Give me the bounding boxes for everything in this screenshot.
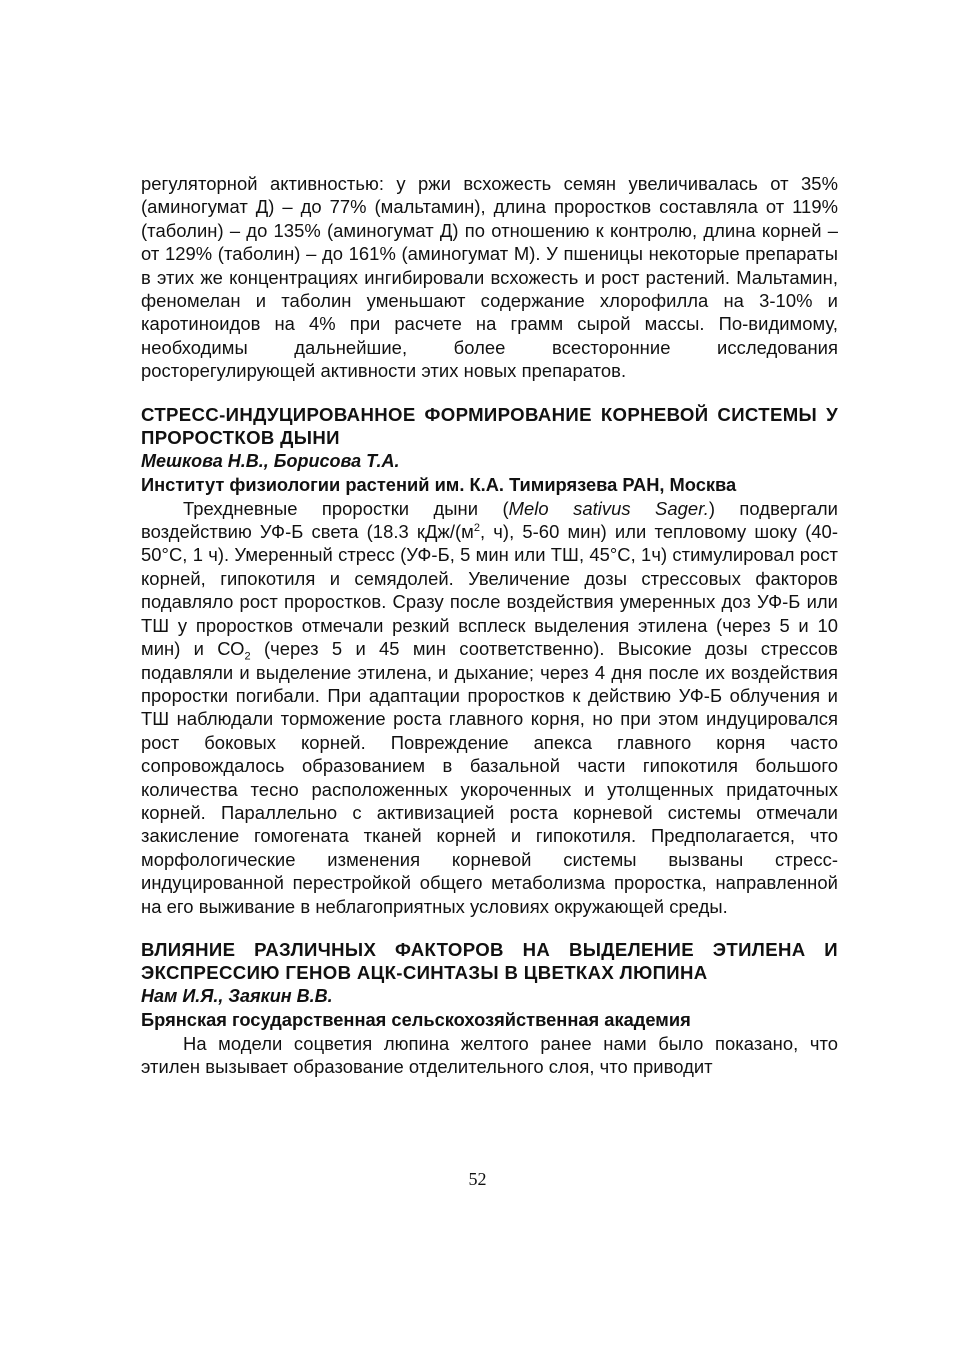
- article-1: [141, 403, 838, 918]
- article-1-body-part3: , ч), 5-60 мин) или тепловому шоку (40-50°С, 1 ч). Умеренный стресс (УФ-Б, 5 мин или ТШ, 45°С, 1ч) стимулировал рост корней, гипокотиля и семядолей. Увеличение дозы стрессовых факторов подавляло рост проростков. Сразу после воздействия умеренных доз УФ-Б или ТШ у проростков отмечали резкий всплеск выделения этилена (через 5 и 10 мин) и СО: [141, 521, 839, 660]
- article-1-affiliation: Институт физиологии растений им. К.А. Тимирязева РАН, Москва: [141, 474, 737, 496]
- article-2-authors: Нам И.Я., Заякин В.В.: [141, 985, 333, 1006]
- intro-paragraph: регуляторной активностью: у ржи всхожесть семян увеличивалась от 35% (аминогумат Д) – до 77% (мальтамин), длина проростков составляла от 119% (таболин) – до 135% (аминогумат Д) по отношению к контролю, длина корней – от 129% (таболин) – до 161% (аминогумат М). У пшеницы некоторые препараты в этих же концентрациях ингибировали всхожесть и рост растений. Мальтамин, феномелан и таболин уменьшают содержание хлорофилла на 3-10% и каротиноидов на 4% при расчете на грамм сырой массы. По-видимому, необходимы дальнейшие, более всесторонние исследования росторегулирующей активности этих новых препаратов.: [141, 173, 838, 382]
- page-number: 52: [468, 1169, 487, 1189]
- article-1-title: СТРЕСС-ИНДУЦИРОВАННОЕ ФОРМИРОВАНИЕ КОРНЕВОЙ СИСТЕМЫ У ПРОРОСТКОВ ДЫНИ: [141, 403, 838, 449]
- subscript-2: 2: [244, 650, 251, 663]
- superscript-2: 2: [473, 521, 481, 534]
- article-1-body-part1: Трехдневные проростки дыни (: [183, 497, 509, 519]
- article-2-title: ВЛИЯНИЕ РАЗЛИЧНЫХ ФАКТОРОВ НА ВЫДЕЛЕНИЕ ЭТИЛЕНА И ЭКСПРЕССИЮ ГЕНОВ АЦК-СИНТАЗЫ В ЦВЕТКАХ ЛЮПИНА: [141, 938, 838, 984]
- article-2-body: На модели соцветия люпина желтого ранее нами было показано, что этилен вызывает образование отделительного слоя, что приводит: [141, 1032, 838, 1078]
- species-name: Melo sativus Sager.: [508, 497, 709, 519]
- article-1-body-part4: (через 5 и 45 мин соответственно). Высокие дозы стрессов подавляли и выделение этилена, и дыхание; через 4 дня после их воздействия проростки погибали. При адаптации проростков к действию УФ-Б облучения и ТШ наблюдали торможение роста главного корня, но при этом индуцировался рост боковых корней. Повреждение апекса главного корня часто сопровождалось образованием в базальной части гипокотиля большого количества тесно расположенных укороченных и утолщенных придаточных корней. Параллельно с активизацией роста корневой системы отмечали закисление гомогената тканей корней и гипокотиля. Предполагается, что морфологические изменения корневой системы вызваны стресс-индуцированной перестройкой общего метаболизма проростка, направленной на его выживание в неблагоприятных условиях окружающей среды.: [141, 638, 838, 917]
- page-content: [141, 172, 838, 1079]
- article-2-affiliation: Брянская государственная сельскохозяйственная академия: [141, 1009, 691, 1031]
- article-1-body: [141, 497, 838, 918]
- article-1-authors: Мешкова Н.В., Борисова Т.А.: [141, 450, 400, 471]
- article-1-body-part2: ) подвергали воздействию УФ-Б света (18.3 кДж/(м: [141, 497, 838, 543]
- article-2: [141, 938, 838, 1079]
